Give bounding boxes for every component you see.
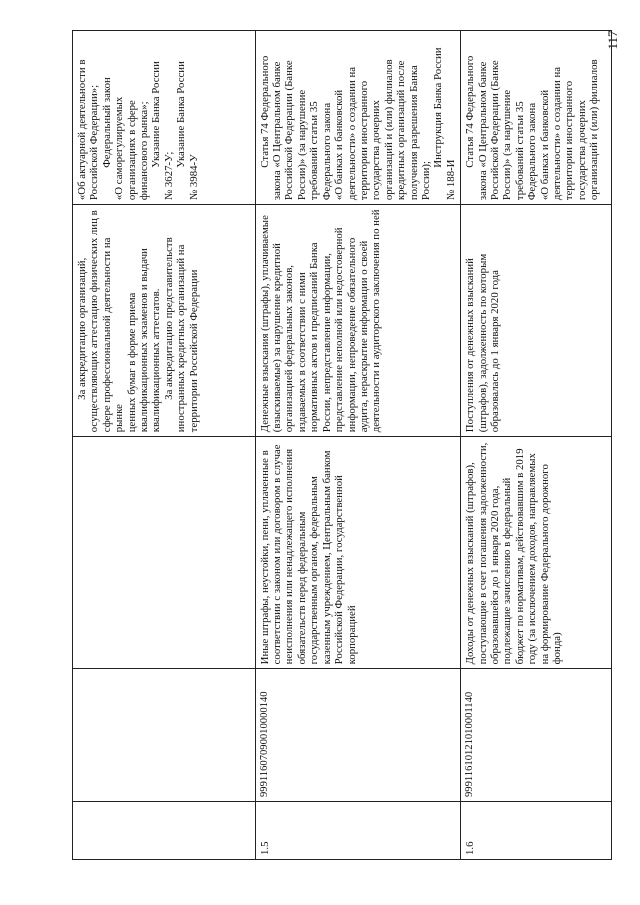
basis-line: закона «О Центральном банке	[271, 61, 284, 201]
revenue-name-cell: Доходы от денежных взысканий (штрафов), поступающие в счет погашения задолженности, образовавшейся до 1 января 2020 года, подлежащие зачислению в федеральный бюджет по нормативам, действовавшим в 2019 году (за исключением доходов, направляемых на формирование Федерального дорожного фонда)	[461, 437, 612, 669]
basis-line: «Об актуарной деятельности в	[76, 59, 88, 201]
basis-line: «О банках и банковской	[538, 89, 551, 201]
basis-line: получения разрешения Банка	[407, 65, 420, 201]
legal-basis-cell	[255, 31, 461, 205]
basis-line: Статья 74 Федерального	[258, 55, 271, 168]
budget-code-cell	[73, 669, 256, 802]
basis-line: № 3984-У	[187, 154, 200, 201]
basis-line: № 188-И	[444, 159, 457, 201]
revenue-classification-table	[72, 30, 612, 860]
basis-line: Российской Федерации (Банке	[283, 60, 296, 201]
budget-code-cell: 99911610121010001140	[461, 669, 612, 802]
revenue-name-cell	[73, 437, 256, 669]
basis-line: России)» (за нарушение	[501, 89, 514, 201]
description-line: За аккредитацию представительств	[162, 237, 175, 400]
basis-line: Инструкция Банка России	[432, 47, 445, 168]
basis-line: требований статьи 35	[513, 101, 526, 201]
page-number: 117	[605, 30, 620, 50]
basis-line: России);	[419, 160, 432, 201]
basis-line: № 3627-У;	[162, 151, 175, 201]
budget-code-cell: 99911607090010000140	[255, 669, 461, 802]
basis-line: организациях в сфере	[125, 100, 138, 201]
basis-line: финансового рынка»;	[138, 101, 151, 201]
description-line: сфере профессиональной деятельности на рынке	[100, 237, 126, 433]
legal-basis-cell	[461, 31, 612, 205]
row-number-cell: 1.5	[255, 801, 461, 859]
legal-basis-cell	[73, 31, 256, 205]
description-cell	[73, 205, 256, 437]
table-row	[73, 31, 256, 860]
description-cell: Поступления от денежных взысканий (штрафов), задолженность по которым образовалась до 1 января 2020 года	[461, 205, 612, 437]
basis-line: территории иностранного	[357, 80, 370, 201]
row-number-cell	[73, 801, 256, 859]
basis-line: России)» (за нарушение	[295, 89, 308, 201]
row-number-cell: 1.6	[461, 801, 612, 859]
table-row	[255, 31, 461, 860]
revenue-name-cell: Иные штрафы, неустойки, пени, уплаченные в соответствии с законом или договором в случае неисполнения или ненадлежащего исполнения обязательств перед федеральным государственным органом, федеральным казенным учреждением, Центральным банком Российской Федерации, государственной корпорацией	[255, 437, 461, 669]
basis-line: организаций и (или) филиалов	[382, 59, 395, 201]
description-line: территории Российской Федерации	[187, 269, 200, 433]
description-line: иностранных кредитных организаций на	[175, 244, 188, 433]
basis-line: «О саморегулируемых	[113, 96, 126, 201]
basis-line: «О банках и банковской	[333, 89, 346, 201]
description-line: осуществляющих аттестацию физических лиц в	[88, 210, 101, 433]
basis-line: требований статьи 35	[308, 101, 321, 201]
description-cell: Денежные взыскания (штрафы), уплачиваемые (взыскиваемые) за нарушение кредитной организацией федеральных законов, издаваемых в соответствии с ними нормативных актов и предписаний Банка России, непредставление информации, представление неполной или недостоверной информации, непроведение обязательного аудита, нераскрытие информации о своей деятельности и аудиторского заключения по ней	[255, 205, 461, 437]
description-line: ценных бумаг в форме приема	[125, 292, 138, 433]
basis-line: Федерального закона	[320, 102, 333, 201]
basis-line: Указание Банка России	[150, 61, 163, 168]
basis-line: Указание Банка России	[175, 61, 188, 168]
basis-line: территории иностранного	[563, 80, 576, 201]
description-line: квалификационных аттестатов.	[150, 288, 163, 433]
basis-line: государства дочерних	[575, 100, 588, 201]
basis-line: закона «О Центральном банке	[476, 61, 489, 201]
table-row	[461, 31, 612, 860]
basis-line: деятельности» о создании на	[345, 66, 358, 201]
basis-line: кредитных организаций после	[395, 60, 408, 201]
basis-line: государства дочерних	[370, 100, 383, 201]
basis-line: Федерального закона	[526, 102, 539, 201]
basis-line: Российской Федерации (Банке	[488, 60, 501, 201]
basis-line: Федеральный закон	[100, 77, 113, 168]
basis-line: Российской Федерации»;	[88, 84, 101, 201]
rotated-table-container	[72, 30, 612, 860]
basis-line: организаций и (или) филиалов	[588, 59, 601, 201]
description-line: квалификационных экзаменов и выдачи	[138, 248, 151, 433]
basis-line: деятельности» о создании на	[551, 66, 564, 201]
basis-line: Статья 74 Федерального	[464, 55, 477, 168]
description-line: За аккредитацию организаций,	[76, 257, 88, 400]
